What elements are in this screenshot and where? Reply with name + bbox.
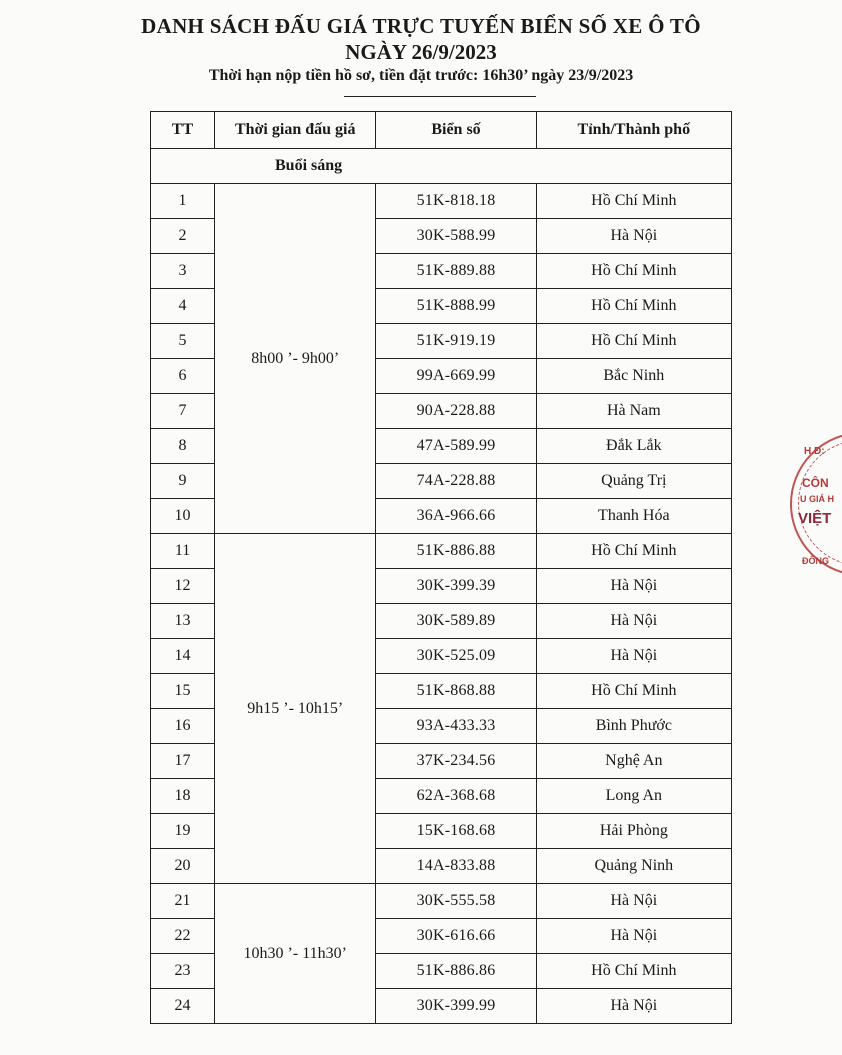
province: Quảng Ninh bbox=[536, 849, 731, 884]
license-plate: 30K-399.99 bbox=[376, 989, 536, 1024]
row-number: 17 bbox=[151, 744, 215, 779]
license-plate: 93A-433.33 bbox=[376, 709, 536, 744]
official-seal bbox=[790, 432, 842, 582]
province: Quảng Trị bbox=[536, 464, 731, 499]
auction-time-slot: 10h30 ’- 11h30’ bbox=[215, 884, 376, 1024]
seal-text: ĐÔNG bbox=[802, 556, 829, 566]
seal-text: CÔN bbox=[802, 476, 829, 490]
province: Hà Nội bbox=[536, 639, 731, 674]
seal-text: H.Đ: bbox=[804, 446, 825, 457]
table-row bbox=[151, 884, 732, 919]
province: Hồ Chí Minh bbox=[536, 674, 731, 709]
license-plate: 99A-669.99 bbox=[376, 359, 536, 394]
license-plate: 62A-368.68 bbox=[376, 779, 536, 814]
province: Hồ Chí Minh bbox=[536, 534, 731, 569]
auction-table bbox=[150, 111, 732, 1024]
row-number: 16 bbox=[151, 709, 215, 744]
row-number: 1 bbox=[151, 184, 215, 219]
province: Hà Nội bbox=[536, 569, 731, 604]
license-plate: 47A-589.99 bbox=[376, 429, 536, 464]
row-number: 8 bbox=[151, 429, 215, 464]
province: Long An bbox=[536, 779, 731, 814]
table-body bbox=[151, 149, 732, 1024]
session-label: Buổi sáng bbox=[151, 149, 732, 184]
table-row bbox=[151, 534, 732, 569]
table-header-row bbox=[151, 112, 732, 149]
province: Đắk Lắk bbox=[536, 429, 731, 464]
session-row bbox=[151, 149, 732, 184]
province: Hồ Chí Minh bbox=[536, 954, 731, 989]
license-plate: 51K-868.88 bbox=[376, 674, 536, 709]
row-number: 9 bbox=[151, 464, 215, 499]
province: Hà Nội bbox=[536, 219, 731, 254]
row-number: 12 bbox=[151, 569, 215, 604]
province: Hồ Chí Minh bbox=[536, 184, 731, 219]
row-number: 24 bbox=[151, 989, 215, 1024]
license-plate: 74A-228.88 bbox=[376, 464, 536, 499]
seal-text: U GIÁ H bbox=[800, 494, 835, 504]
row-number: 20 bbox=[151, 849, 215, 884]
row-number: 11 bbox=[151, 534, 215, 569]
province: Hà Nội bbox=[536, 604, 731, 639]
row-number: 18 bbox=[151, 779, 215, 814]
row-number: 15 bbox=[151, 674, 215, 709]
license-plate: 30K-589.89 bbox=[376, 604, 536, 639]
province: Hải Phòng bbox=[536, 814, 731, 849]
row-number: 23 bbox=[151, 954, 215, 989]
row-number: 21 bbox=[151, 884, 215, 919]
license-plate: 51K-886.88 bbox=[376, 534, 536, 569]
auction-time-slot: 9h15 ’- 10h15’ bbox=[215, 534, 376, 884]
document-date: NGÀY 26/9/2023 bbox=[345, 40, 497, 64]
province: Hồ Chí Minh bbox=[536, 324, 731, 359]
province: Hà Nội bbox=[536, 884, 731, 919]
row-number: 22 bbox=[151, 919, 215, 954]
header-tt: TT bbox=[151, 112, 215, 149]
row-number: 3 bbox=[151, 254, 215, 289]
license-plate: 51K-818.18 bbox=[376, 184, 536, 219]
seal-text: VIỆT bbox=[798, 510, 832, 527]
deposit-deadline: Thời hạn nộp tiền hồ sơ, tiền đặt trước: 16h30’ ngày 23/9/2023 bbox=[208, 67, 634, 84]
province: Bình Phước bbox=[536, 709, 731, 744]
province: Hồ Chí Minh bbox=[536, 254, 731, 289]
license-plate: 90A-228.88 bbox=[376, 394, 536, 429]
row-number: 5 bbox=[151, 324, 215, 359]
header-time: Thời gian đấu giá bbox=[215, 112, 376, 149]
license-plate: 15K-168.68 bbox=[376, 814, 536, 849]
header-province: Tỉnh/Thành phố bbox=[536, 112, 731, 149]
province: Nghệ An bbox=[536, 744, 731, 779]
row-number: 10 bbox=[151, 499, 215, 534]
auction-time-slot: 8h00 ’- 9h00’ bbox=[215, 184, 376, 534]
license-plate: 51K-919.19 bbox=[376, 324, 536, 359]
license-plate: 30K-588.99 bbox=[376, 219, 536, 254]
province: Hà Nội bbox=[536, 989, 731, 1024]
license-plate: 14A-833.88 bbox=[376, 849, 536, 884]
license-plate: 51K-886.86 bbox=[376, 954, 536, 989]
row-number: 6 bbox=[151, 359, 215, 394]
license-plate: 30K-616.66 bbox=[376, 919, 536, 954]
title-underline bbox=[344, 96, 536, 97]
license-plate: 51K-889.88 bbox=[376, 254, 536, 289]
license-plate: 30K-555.58 bbox=[376, 884, 536, 919]
document-title: DANH SÁCH ĐẤU GIÁ TRỰC TUYẾN BIỂN SỐ XE Ô TÔ bbox=[141, 14, 701, 38]
license-plate: 36A-966.66 bbox=[376, 499, 536, 534]
table-row bbox=[151, 184, 732, 219]
license-plate: 37K-234.56 bbox=[376, 744, 536, 779]
license-plate: 30K-399.39 bbox=[376, 569, 536, 604]
row-number: 4 bbox=[151, 289, 215, 324]
license-plate: 30K-525.09 bbox=[376, 639, 536, 674]
row-number: 13 bbox=[151, 604, 215, 639]
row-number: 2 bbox=[151, 219, 215, 254]
province: Hà Nam bbox=[536, 394, 731, 429]
header-plate: Biển số bbox=[376, 112, 536, 149]
province: Thanh Hóa bbox=[536, 499, 731, 534]
row-number: 19 bbox=[151, 814, 215, 849]
license-plate: 51K-888.99 bbox=[376, 289, 536, 324]
province: Hồ Chí Minh bbox=[536, 289, 731, 324]
row-number: 14 bbox=[151, 639, 215, 674]
row-number: 7 bbox=[151, 394, 215, 429]
province: Hà Nội bbox=[536, 919, 731, 954]
province: Bắc Ninh bbox=[536, 359, 731, 394]
